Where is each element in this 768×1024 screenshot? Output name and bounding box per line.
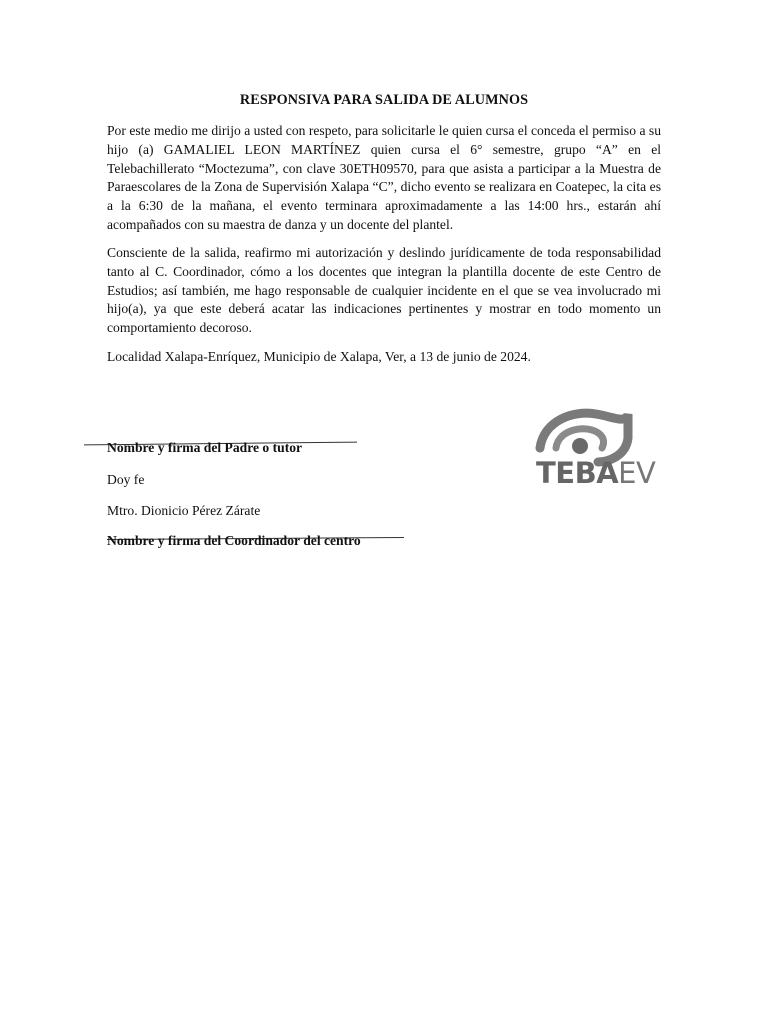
teba-logo-accent: EV — [618, 456, 656, 490]
coordinator-name: Mtro. Dionicio Pérez Zárate — [107, 503, 261, 518]
paragraph-request: Por este medio me dirijo a usted con respeto, para solicitarle le quien cursa el conceda el permiso a su hijo (a) GAMALIEL LEON MARTÍNEZ quien cursa el 6° semestre, grupo “A” en el Telebachillerato “Moctezuma”, con clave 30ETH09570, para que asista a participar a la Muestra de Paraescolares de la Zona de Supervisión Xalapa “C”, dicho evento se realizara en Coatepec, la cita es a la 6:30 de la mañana, el evento terminara aproximadamente a las 14:00 hrs., estarán ahí acompañados con su maestra de danza y un docente del plantel. — [107, 123, 661, 232]
coordinator-signature-label: Nombre y firma del Coordinador del centro — [107, 533, 361, 548]
document-title: RESPONSIVA PARA SALIDA DE ALUMNOS — [239, 92, 529, 108]
doy-fe-text: Doy fe — [107, 472, 145, 487]
teba-logo-text — [536, 458, 655, 488]
teba-logo-main: TEBA — [536, 456, 619, 490]
parent-signature-label: Nombre y firma del Padre o tutor — [107, 440, 303, 455]
paragraph-location-date: Localidad Xalapa-Enríquez, Municipio de Xalapa, Ver, a 13 de junio de 2024. — [107, 349, 531, 364]
paragraph-consent: Consciente de la salida, reafirmo mi autorización y deslindo jurídicamente de toda responsabilidad tanto al C. Coordinador, cómo a los docentes que integran la plantilla docente de este Centro de Estudios; así también, me hago responsable de cualquier incidente en el que se vea involucrado mi hijo(a), ya que este deberá acatar las indicaciones pertinentes y mostrar en todo momento un comportamiento decoroso. — [107, 245, 661, 336]
